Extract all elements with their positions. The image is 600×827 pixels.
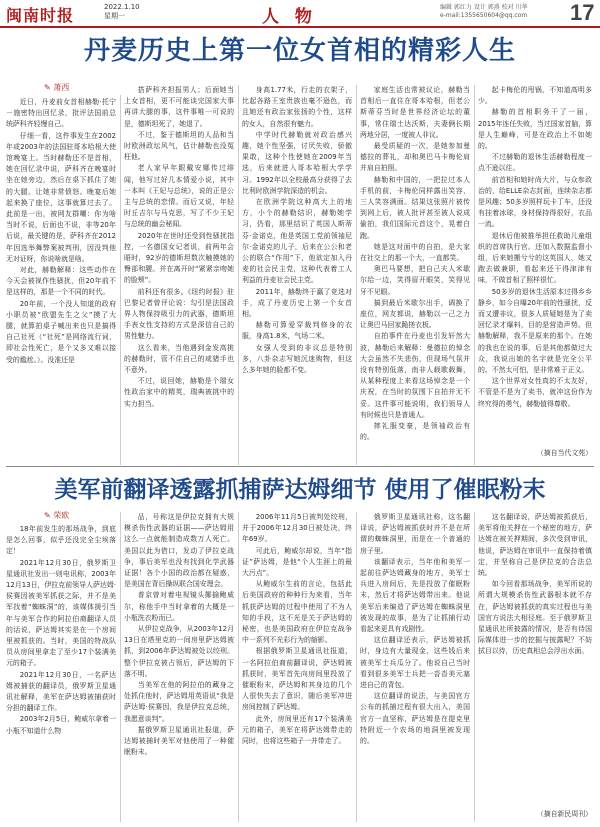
page-header [0,0,600,28]
paragraph: 2021年12月30日，俄罗斯卫星通讯社发出一则电讯称，2003年12月13日，伊拉克前领导人萨达姆·侯赛因被美军抓获之际，并不是美军找着“蜘蛛洞”的，该媒体援引当年与美军合作的阿拉伯裔翻译人员的话说，萨达姆其实是在一个房间里被抓获的。当时，美国的特战队员从房间里拿走了至少17个装满美元的箱子。 [6,558,116,668]
editor-names: 编辑 郭红力 设计 郭燕 校对 川华 [440,4,528,11]
paragraph: 赫勒的首相职务干了一届，2015年连任失败，当过国家首脑，算是人生巅峰，可是在政治上不如她的。 [478,108,592,151]
column-divider [238,85,239,465]
paragraph: 当美军在他的阿拉伯的藏身之处抓住他时，萨达姆用英语说“我是萨达姆·侯赛因，我是伊拉克总统，我愿意谈判”。 [124,681,234,723]
paragraph: 身高1.77米，行走的衣架子，比起各路王室贵族也毫不逊色，而且她还有政治家张扬的个性，这样的女人，自然很有魅力。 [242,86,352,128]
article1-col5 [478,85,592,447]
article1-col3 [242,85,352,465]
column-divider [238,512,239,822]
paragraph: 50多岁的退休生活原本过得乡乡静乡，如今自曝20年前的性骚扰，反而又遭非议，很多人质疑她是为了卖回忆录才爆料，目的是营造声势。但赫勒解释，我不是原来的那个。在她的我也在说的事，后是其他都做过大众，我说出她的名字就是完全公平的。不然太可怕，是非常难于正义。 [478,287,592,375]
paragraph: 18年前发生的那场战争，到底是怎么回事，似乎还没完全尘埃落定！ [6,525,116,556]
paragraph: 根据俄罗斯卫星通讯社报道，一名阿拉伯裔前翻译说，萨达姆被抓获时，美军首先向房间里投放了催眠粉末，萨达姆和其身边的几个人很快失去了意识，随后美军冲进房间控制了萨达姆。 [242,647,352,712]
article2-source-text: （摘自新民周刊） [536,810,592,818]
paragraph: 俄罗斯卫星通讯社称，这名翻译说，萨达姆被抓获时并不是在所谓的蜘蛛洞里，而是在一个普通的房子里。 [360,513,470,555]
paragraph: 女强人受到的非议总是特别多，八卦杂志写她沉迷购物，但这么多年她的脸都不变。 [242,343,352,375]
column-divider [474,512,475,822]
paragraph: 不过，鉴于德斯坦的人品和当时欧洲政坛风气，估计赫勒也没冤枉他。 [124,130,234,162]
paragraph: 2011年，赫勒终于赢了竞选对手，成了丹麦历史上第一个女首相。 [242,287,352,319]
article2-source [478,809,592,821]
paragraph: 2003年2月5日，鲍威尔拿着一小瓶不知道什么物 [6,715,116,735]
paragraph: 2021年12月30日，一名萨达姆被捕获的翻译员，俄罗斯卫星通讯社解释，美军在萨达姆被捕获时分担的翻译工作。 [6,670,116,713]
newspaper-logo: 闽南时报 [6,6,75,25]
byline-pencil-icon: ✎ [44,83,51,92]
issue-info [104,3,140,21]
paragraph: 中学时代赫勒就对政治感兴趣，她个性坚强，讨厌失败，骄傲果敢，这种个性使她在2009年当选，后来就进入哥本哈根大学学习。1992年以全校最高分获得了去比利时欧洲学院深造的机会。 [242,130,352,195]
paragraph: 20年前，一个没人知道的政府小职员被“欧盟先生之父”摸了大腿，就算拍桌子喊出来也只是搞得自己社死（“社死”是网络流行词，即社会性死亡，是个又多又难以接受的尴尬。）。没准还是 [6,299,116,364]
paragraph: 退休后他被推举担任救助儿童组织的首席执行官。还加入数据监督小组，后来她搬兮兮的这英国人，她又跑去做兼职，看起来还干得津津有味，不做首相了照样很忙。 [478,231,592,285]
paragraph: 从鲍威尔生前的言论，包括此后美国政府的种种行为来看，当年抓获萨达姆的过程中使用了不为人知的手段，这不光是关于萨达姆的秘密，也是美国政府在伊拉克战争中一系列不光彩行为的缩影。 [242,580,352,645]
column-divider [356,85,357,465]
article2-col1 [6,524,116,822]
column-divider [120,512,121,822]
issue-weekday: 星期一 [104,12,125,20]
paragraph: 老人家早年跟戴安娜传过绯闻，他写过好几本情爱小说，其中一本叫《王妃与总统》，说的正是公主与总统的恋情。而后又说，年轻时丘吉尔与马克思，写了不少王妃与总统的幽会秘闻。 [124,164,234,229]
article2-col2 [124,512,234,822]
article1-author: 萧西 [53,83,70,92]
article2-title: 美军前翻译透露抓捕萨达姆细节 使用了催眠粉末 [54,477,546,503]
paragraph: 奥巴马要想，把自己夫人米歇尔给一边，笑得眉开眼笑，笑得见牙不见眼。 [360,265,470,296]
paragraph: 她是这对面中的自拍，是大家在社交上的那一个大，一直都笑。 [360,242,470,263]
column-divider [356,512,357,822]
paragraph: 前科还有很多。《纽约时报》驻巴黎记者曾评论说：勾引是法国政界人物保持吸引力的武器，德斯坦手表女性支持的方式是深信自己的男性魅力。 [124,287,234,341]
paragraph: 近日，丹麦前女首相赫勒·托宁－施密特出回忆录，批评法国前总统萨科齐轻慢自己。 [6,98,116,129]
paragraph: 从伊拉克战争，从2003年12月13日在塔里克的一间房里萨达姆被抓，到2006年萨达姆被处以绞刑。整个伊拉克被占领后，萨达姆的下落不明。 [124,625,234,678]
editor-email: e-mail:1355650604@qq.com [440,12,528,19]
article1-col4 [360,85,470,465]
article2-col3 [242,512,352,822]
paragraph: 2020年在世时还受到性骚扰指控，一名德国女记者说，前两年会晤时，92岁的德斯坦数次触摸她的臀部和腰。并在离开时“紧紧亲吻她的脸颊”。 [124,231,234,285]
paragraph: 仔细一看，这件事发生在2002年或2003年的法国驻哥本哈根大使馆晚宴上。当时赫勒还不是首相，她在回忆录中说，萨科齐在晚宴时坐在她旁边，然后在桌下抓住了她的大腿。让她非常愤怒。晚宴后她起来换了座位，这事就算过去了。此前是一出，被网友群嘲：你为啥当时不说，后面也不说，非等20年后说，最关键的是，萨科齐在2012年因选举舞弊案被判刑，因没判他无对证呀，你说啥就是啥。 [6,131,116,263]
paragraph: 搭萨科齐担报男人；后面她当上女首相，更不可能谈完国家大事再讲大腿的事，这件事唯一可说的是，德斯坦死了，她退了。 [124,86,234,128]
article1-byline [44,82,69,93]
article2-col4 [360,512,470,822]
paragraph: 这位翻译的说法，与美国官方公布的抓捕过程有很大出入，美国官方一直坚称，萨达姆是在提克里特附近一个农场的地洞里被发现的。 [360,692,470,746]
paragraph: 赫勒和中国的，一把拉过本人手机的前，卡梅伦同样露出笑容，三人笑容满面。结果这张照片被传到网上后，被人批评甚至被人说成偷拍，我们国际元首这个，晃着白跑。 [360,175,470,240]
paragraph: 在欧洲学院这种高大上的地方，小个的赫勒结识，赫勒她学习，仍看，那里结识了英国人斯蒂芬·金诺克，他是英国工党前领袖尼尔·金诺克的儿子，后来在公公和老公的联合“作用”下，他欲定加入丹麦的社会民主党，这种代表着工人利益的丹麦社会民主党。 [242,198,352,285]
paragraph: 摔礼服变豪，是领袖政治有的。 [360,422,470,442]
paragraph: 这位翻译还表示，萨达姆被抓时，身边有大量现金，这些钱后来被美军士兵瓜分了。他说自己当时看到很多美军士兵把一沓沓美元塞进自己的背包。 [360,636,470,690]
paragraph: 普京曾对着电视镜头揶揄鲍威尔，称他手中当时拿着的大概是一小瓶洗衣粉而已。 [124,591,234,622]
column-divider [120,95,121,465]
paragraph: 搞到最后米歇尔出手，调换了座位，网友都说，赫勒以一己之力让奥巴马回家跪搓衣板。 [360,298,470,330]
paragraph: 此外，房间里还有17个装满美元的箱子，美军在将萨达姆带走的同时，也将这些箱子一并带走了。 [242,714,352,746]
paragraph: 赫勒可算爱穿裁判修身的衣服，身高1.8米，气场二米。 [242,321,352,341]
paragraph: 前首相和她时尚大片，与众参政治的，给ELLE杂志封面，连续杂志都是风趣；50多岁照样玩卡丁车，还没有挂着冰球，身材保持得很好，衣品一流。 [478,175,592,229]
article1-col2 [124,85,234,465]
paragraph: 可此后，鲍威尔却说，当年“指证”萨达姆，是他“个人生涯上的最大污点”。 [242,546,352,578]
paragraph: 起卡梅伦的甩锅，不知道高明多少。 [478,86,592,106]
page-number: 17 [570,0,595,25]
paragraph: 最受质疑的一次，是她参加曼德拉的葬礼，却和奥巴马卡梅伦肩并肩自拍照。 [360,142,470,173]
paragraph: 这个世界对女性真的不太友好，不管是不是为了卖书，就冲这份作为终究得的勇气，赫勒值得尊敬。 [478,377,592,408]
paragraph: 据俄罗斯卫星通讯社报道，萨达姆被捕时美军对他使用了一种催眠粉末。 [124,725,234,757]
article2-col5 [478,512,592,808]
article2-byline [44,510,69,521]
column-divider [474,85,475,465]
section-title: 人 物 [262,7,317,27]
article2-author: 荣欧 [53,511,70,520]
article-separator [6,466,594,467]
article1-col1 [6,97,116,465]
paragraph: 这名翻译说，萨达姆被抓获后，美军将他关押在一个秘密的地方，萨达姆在被关押期间，多次受到审讯，他说，萨达姆在审讯中一直保持着镇定，并坚称自己是伊拉克的合法总统。 [478,513,592,578]
paragraph: 如今回看那场战争，美军所说的所谓大规模杀伤性武器根本就不存在，萨达姆被抓获的真实过程也与美国官方说法大相径庭。至于俄罗斯卫星通讯社所披露的情况，是否有待国际媒体进一步的挖掘与披露呢？不妨拭目以待，历史真相总会浮出水面。 [478,580,592,656]
editor-credits [440,4,565,20]
paragraph: 品，号称这是伊拉克拥有大规模杀伤性武器的证据——萨达姆用这么一点就能制造成数万人死亡。美国以此为借口，发动了伊拉克战争，事后美军也没有找到化学武器证据！各个小国的政治都在疑惑，是美国在背后操纵联合国安理会。 [124,513,234,589]
paragraph: 不过赫勒的退休生活赫勒程度一点不逊以往。 [478,153,592,173]
paragraph: 这么看来，当他遇到金发高挑的赫勒时，管不住自己的咸猪手也不意外。 [124,343,234,375]
paragraph: 该翻译表示，当年他和美军一起前往萨达姆藏身的地方，美军士兵进入房间后，先是投放了催眠粉末，然后才将萨达姆带出来。他说美军后来编造了萨达姆在蜘蛛洞里被发现的故事，是为了让抓捕行动看起来更具有戏剧性。 [360,557,470,634]
paragraph: 对此，赫勒解释：这些动作在今天会被视作性骚扰，但20年前不是这样的，那是一个不同的时代。 [6,266,116,297]
paragraph: 家庭生活也常被议论，赫勒当首相后一直住在哥本哈根，但老公斯蒂芬当时是世界经济论坛的董事，常住瑞士达沃斯，夫妻俩长期两地分居，一度被人非议。 [360,86,470,139]
byline-pencil-icon: ✎ [44,511,51,520]
paragraph: 不过，说回她，赫勒是个瑞女性政治家中的精英，瑞典被挑中的实力担当。 [124,377,234,408]
article1-source [478,448,592,460]
article1-title: 丹麦历史上第一位女首相的精彩人生 [83,36,516,66]
issue-date: 2022.1.10 [104,3,140,11]
article1-source-text: （摘自当代文苑） [536,449,592,457]
paragraph: 自拍事件在丹麦也引发轩然大波，赫勒后来解释：曼德拉的悼念大会虽然不失悲伤，但现场气氛并没有特别低落，南非人载歌载舞，从某种程度上来看这场悼念是一个庆祝，在当时的氛围下自拍并无不妥。这件事可能说明，我们领导人有时候也只是普通人。 [360,332,470,419]
paragraph: 2006年11月5日被判处绞刑，并于2006年12月30日被处决，终年69岁。 [242,513,352,544]
